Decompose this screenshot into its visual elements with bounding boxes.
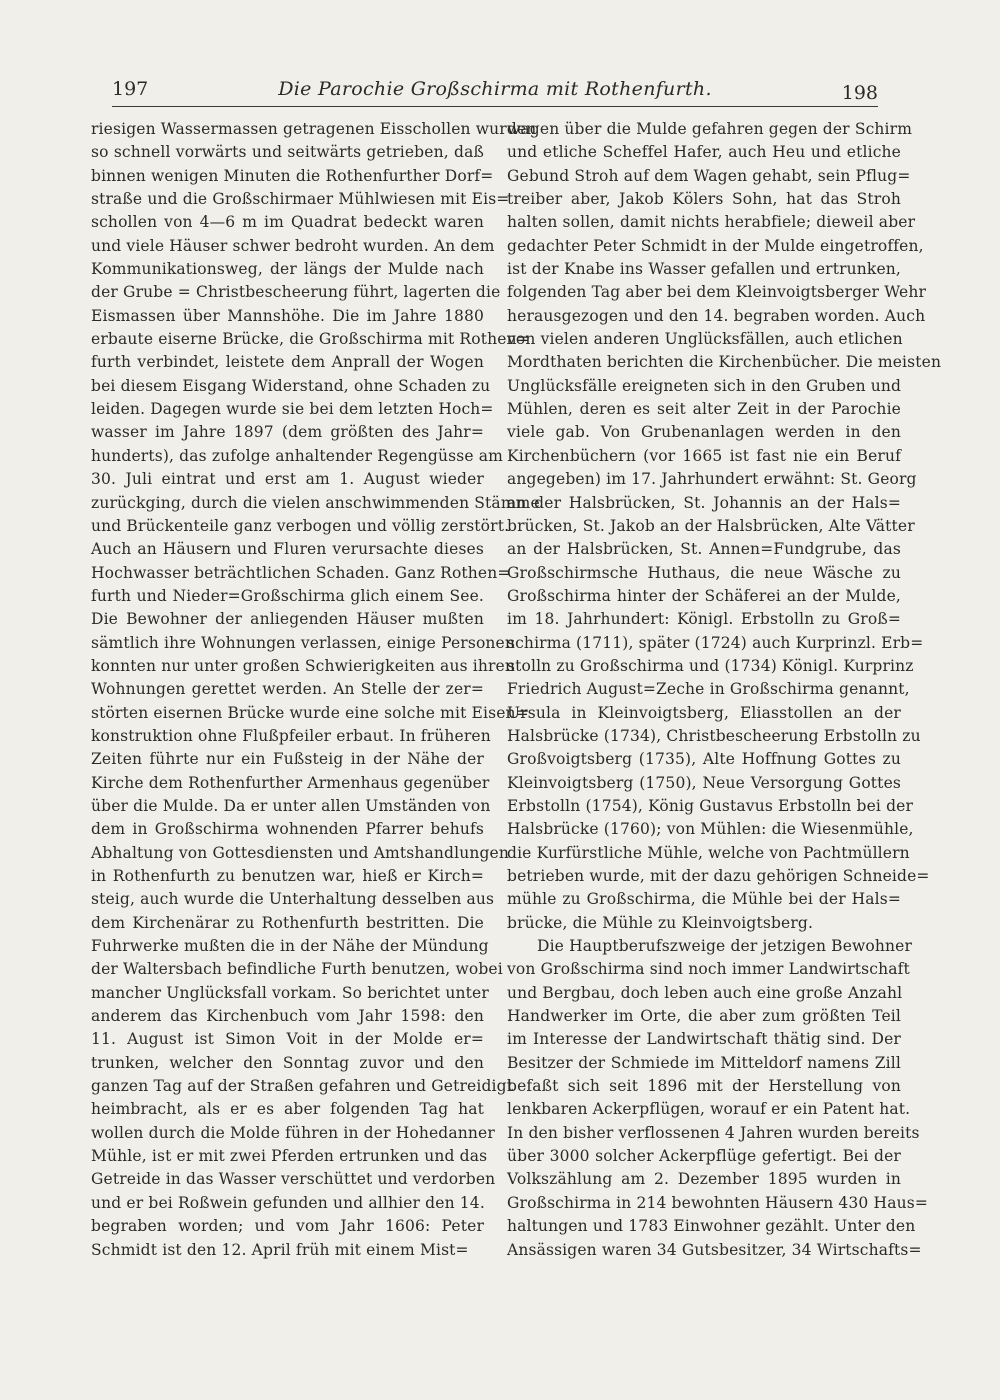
text-line: im Interesse der Landwirtschaft thätig sind. Der [507, 1030, 901, 1049]
text-line: zurückging, durch die vielen anschwimmenden Stämme [91, 493, 540, 512]
text-line: so schnell vorwärts und seitwärts getrieben, daß [91, 143, 484, 162]
text-line: 11. August ist Simon Voit in der Molde er= [91, 1030, 484, 1049]
text-line: Zeiten führte nur ein Fußsteig in der Nähe der [91, 750, 484, 769]
text-line: Besitzer der Schmiede im Mitteldorf namens Zill [507, 1053, 901, 1072]
running-title: Die Parochie Großschirma mit Rothenfurth. [278, 78, 712, 100]
text-line: an der Halsbrücken, St. Johannis an der Hals= [507, 493, 901, 512]
text-line: riesigen Wassermassen getragenen Eisschollen wurden [91, 120, 537, 138]
text-line: steig, auch wurde die Unterhaltung desselben aus [91, 890, 495, 909]
text-line: begraben worden; und vom Jahr 1606: Peter [91, 1217, 484, 1236]
page-header [112, 72, 878, 107]
text-line: dem in Großschirma wohnenden Pfarrer behufs [91, 820, 484, 839]
text-line: von vielen anderen Unglücksfällen, auch etlichen [507, 330, 903, 349]
text-line: und viele Häuser schwer bedroht wurden. An dem [91, 236, 495, 255]
text-line: schollen von 4—6 m im Quadrat bedeckt waren [91, 213, 484, 232]
text-line: Wohnungen gerettet werden. An Stelle der zer= [91, 680, 484, 699]
text-line: In den bisher verflossenen 4 Jahren wurden bereits [507, 1123, 920, 1142]
text-line: leiden. Dagegen wurde sie bei dem letzten Hoch= [91, 400, 494, 419]
text-line: störten eisernen Brücke wurde eine solche mit Eisen= [91, 703, 529, 722]
text-line: ganzen Tag auf der Straßen gefahren und Getreidigt [91, 1077, 514, 1096]
left-page-number: 197 [112, 78, 149, 100]
text-line: der Grube = Christbescheerung führt, lagerten die [91, 283, 501, 302]
text-line: heimbracht, als er es aber folgenden Tag hat [91, 1100, 484, 1119]
text-line: furth verbindet, leistete dem Anprall der Wogen [91, 353, 484, 372]
text-line: schirma (1711), später (1724) auch Kurprinzl. Erb= [507, 633, 924, 652]
text-line: haltungen und 1783 Einwohner gezählt. Unter den [507, 1217, 916, 1236]
text-line: mancher Unglücksfall vorkam. So berichtet unter [91, 983, 489, 1002]
text-line: Auch an Häusern und Fluren verursachte dieses [91, 540, 484, 559]
text-line: dem Kirchenärar zu Rothenfurth bestritten. Die [91, 913, 484, 932]
text-line: trunken, welcher den Sonntag zuvor und den [91, 1053, 484, 1072]
text-line: wollen durch die Molde führen in der Hohedanner [91, 1123, 495, 1142]
text-line: Kommunikationsweg, der längs der Mulde nach [91, 260, 484, 279]
text-line: Großschirma hinter der Schäferei an der Mulde, [507, 586, 901, 605]
text-line: ist der Knabe ins Wasser gefallen und ertrunken, [507, 260, 901, 279]
text-line: Kirche dem Rothenfurther Armenhaus gegenüber [91, 773, 490, 792]
text-line: Schmidt ist den 12. April früh mit einem Mist= [91, 1240, 469, 1259]
text-line: und er bei Roßwein gefunden und allhier den 14. [91, 1193, 485, 1212]
text-line: brücke, die Mühle zu Kleinvoigtsberg. [507, 913, 814, 932]
text-line: Großschirma in 214 bewohnten Häusern 430 Haus= [507, 1193, 928, 1212]
text-line: stolln zu Großschirma und (1734) Königl. Kurprinz [507, 656, 914, 675]
text-line: mühle zu Großschirma, die Mühle bei der Hals= [507, 890, 901, 909]
text-line: Mordthaten berichten die Kirchenbücher. Die meisten [507, 353, 942, 372]
text-line: bei diesem Eisgang Widerstand, ohne Schaden zu [91, 376, 491, 395]
text-line: binnen wenigen Minuten die Rothenfurther Dorf= [91, 166, 494, 185]
text-line: Großvoigtsberg (1735), Alte Hoffnung Gottes zu [507, 750, 901, 769]
text-line: betrieben wurde, mit der dazu gehörigen Schneide= [507, 867, 930, 885]
text-line: Mühlen, deren es seit alter Zeit in der Parochie [507, 400, 901, 419]
text-line: konnten nur unter großen Schwierigkeiten aus ihren [91, 656, 516, 675]
text-line: Eismassen über Mannshöhe. Die im Jahre 1880 [91, 306, 484, 325]
text-line: Ansässigen waren 34 Gutsbesitzer, 34 Wirtschafts= [507, 1240, 922, 1259]
text-line: die Kurfürstliche Mühle, welche von Pachtmüllern [507, 843, 910, 862]
left-text-column [91, 118, 540, 1262]
text-line: erbaute eiserne Brücke, die Großschirma mit Rothen= [91, 330, 530, 349]
text-line: Fuhrwerke mußten die in der Nähe der Mündung [91, 937, 489, 956]
text-line: 30. Juli eintrat und erst am 1. August wieder [91, 470, 484, 489]
text-line: Erbstolln (1754), König Gustavus Erbstolln bei der [507, 796, 914, 815]
text-line: im 18. Jahrhundert: Königl. Erbstolln zu Groß= [507, 610, 901, 629]
text-line: straße und die Großschirmaer Mühlwiesen mit Eis= [91, 190, 510, 209]
text-line: viele gab. Von Grubenanlagen werden in den [507, 423, 901, 442]
text-line: an der Halsbrücken, St. Annen=Fundgrube, das [507, 540, 901, 559]
text-line: sämtlich ihre Wohnungen verlassen, einige Personen [91, 633, 516, 652]
text-line: Hochwasser beträchtlichen Schaden. Ganz Rothen= [91, 563, 511, 582]
text-line: folgenden Tag aber bei dem Kleinvoigtsberger Wehr [507, 283, 927, 302]
text-line: Kirchenbüchern (vor 1665 ist fast nie ein Beruf [507, 446, 901, 465]
text-line: Mühle, ist er mit zwei Pferden ertrunken und das [91, 1147, 488, 1166]
text-line: gedachter Peter Schmidt in der Mulde eingetroffen, [507, 236, 924, 255]
right-text-column [507, 118, 942, 1262]
text-line: furth und Nieder=Großschirma glich einem See. [91, 586, 484, 605]
text-line: von Großschirma sind noch immer Landwirtschaft [507, 960, 910, 979]
text-line: Halsbrücke (1760); von Mühlen: die Wiesenmühle, [507, 820, 914, 839]
text-line: halten sollen, damit nichts herabfiele; dieweil aber [507, 213, 916, 232]
text-line: und Bergbau, doch leben auch eine große Anzahl [507, 983, 903, 1002]
text-line: Ursula in Kleinvoigtsberg, Eliasstollen an der [507, 703, 901, 722]
text-line: und etliche Scheffel Hafer, auch Heu und etliche [507, 143, 901, 162]
text-line: über 3000 solcher Ackerpflüge gefertigt. Bei der [507, 1147, 901, 1166]
right-page-number: 198 [841, 82, 878, 104]
text-line: konstruktion ohne Flußpfeiler erbaut. In früheren [91, 726, 491, 745]
text-line: und Brückenteile ganz verbogen und völlig zerstört. [91, 516, 510, 535]
text-line: treiber aber, Jakob Kölers Sohn, hat das Stroh [507, 190, 901, 209]
text-line: Getreide in das Wasser verschüttet und verdorben [91, 1170, 496, 1189]
text-line: Kleinvoigtsberg (1750), Neue Versorgung Gottes [507, 773, 901, 792]
text-line: Halsbrücke (1734), Christbescheerung Erbstolln zu [507, 726, 921, 745]
text-line: Handwerker im Orte, die aber zum größten Teil [507, 1007, 901, 1026]
text-line: brücken, St. Jakob an der Halsbrücken, Alte Vätter [507, 516, 915, 535]
text-line: wasser im Jahre 1897 (dem größten des Jahr= [91, 423, 484, 442]
text-line: Friedrich August=Zeche in Großschirma genannt, [507, 680, 910, 699]
text-line: Abhaltung von Gottesdiensten und Amtshandlungen [91, 843, 510, 862]
text-line: Gebund Stroh auf dem Wagen gehabt, sein Pflug= [507, 166, 911, 185]
text-line: lenkbaren Ackerpflügen, worauf er ein Patent hat. [507, 1100, 911, 1119]
text-line: hunderts), das zufolge anhaltender Regengüsse am [91, 446, 503, 465]
text-line: in Rothenfurth zu benutzen war, hieß er Kirch= [91, 867, 484, 885]
text-line: herausgezogen und den 14. begraben worden. Auch [507, 306, 926, 325]
text-line: Unglücksfälle ereigneten sich in den Gruben und [507, 376, 902, 395]
text-line: angegeben) im 17. Jahrhundert erwähnt: St. Georg [507, 470, 917, 489]
text-line: Volkszählung am 2. Dezember 1895 wurden in [507, 1170, 901, 1189]
text-line: befaßt sich seit 1896 mit der Herstellung von [507, 1077, 901, 1096]
text-line: Großschirmsche Huthaus, die neue Wäsche zu [507, 563, 901, 582]
text-line: Die Hauptberufszweige der jetzigen Bewohner [537, 937, 913, 956]
text-line: über die Mulde. Da er unter allen Umständen von [91, 796, 491, 815]
text-line: wagen über die Mulde gefahren gegen der Schirm [507, 120, 913, 138]
text-line: der Waltersbach befindliche Furth benutzen, wobei [91, 960, 503, 979]
text-line: Die Bewohner der anliegenden Häuser mußten [91, 610, 484, 629]
text-line: anderem das Kirchenbuch vom Jahr 1598: den [91, 1007, 484, 1026]
